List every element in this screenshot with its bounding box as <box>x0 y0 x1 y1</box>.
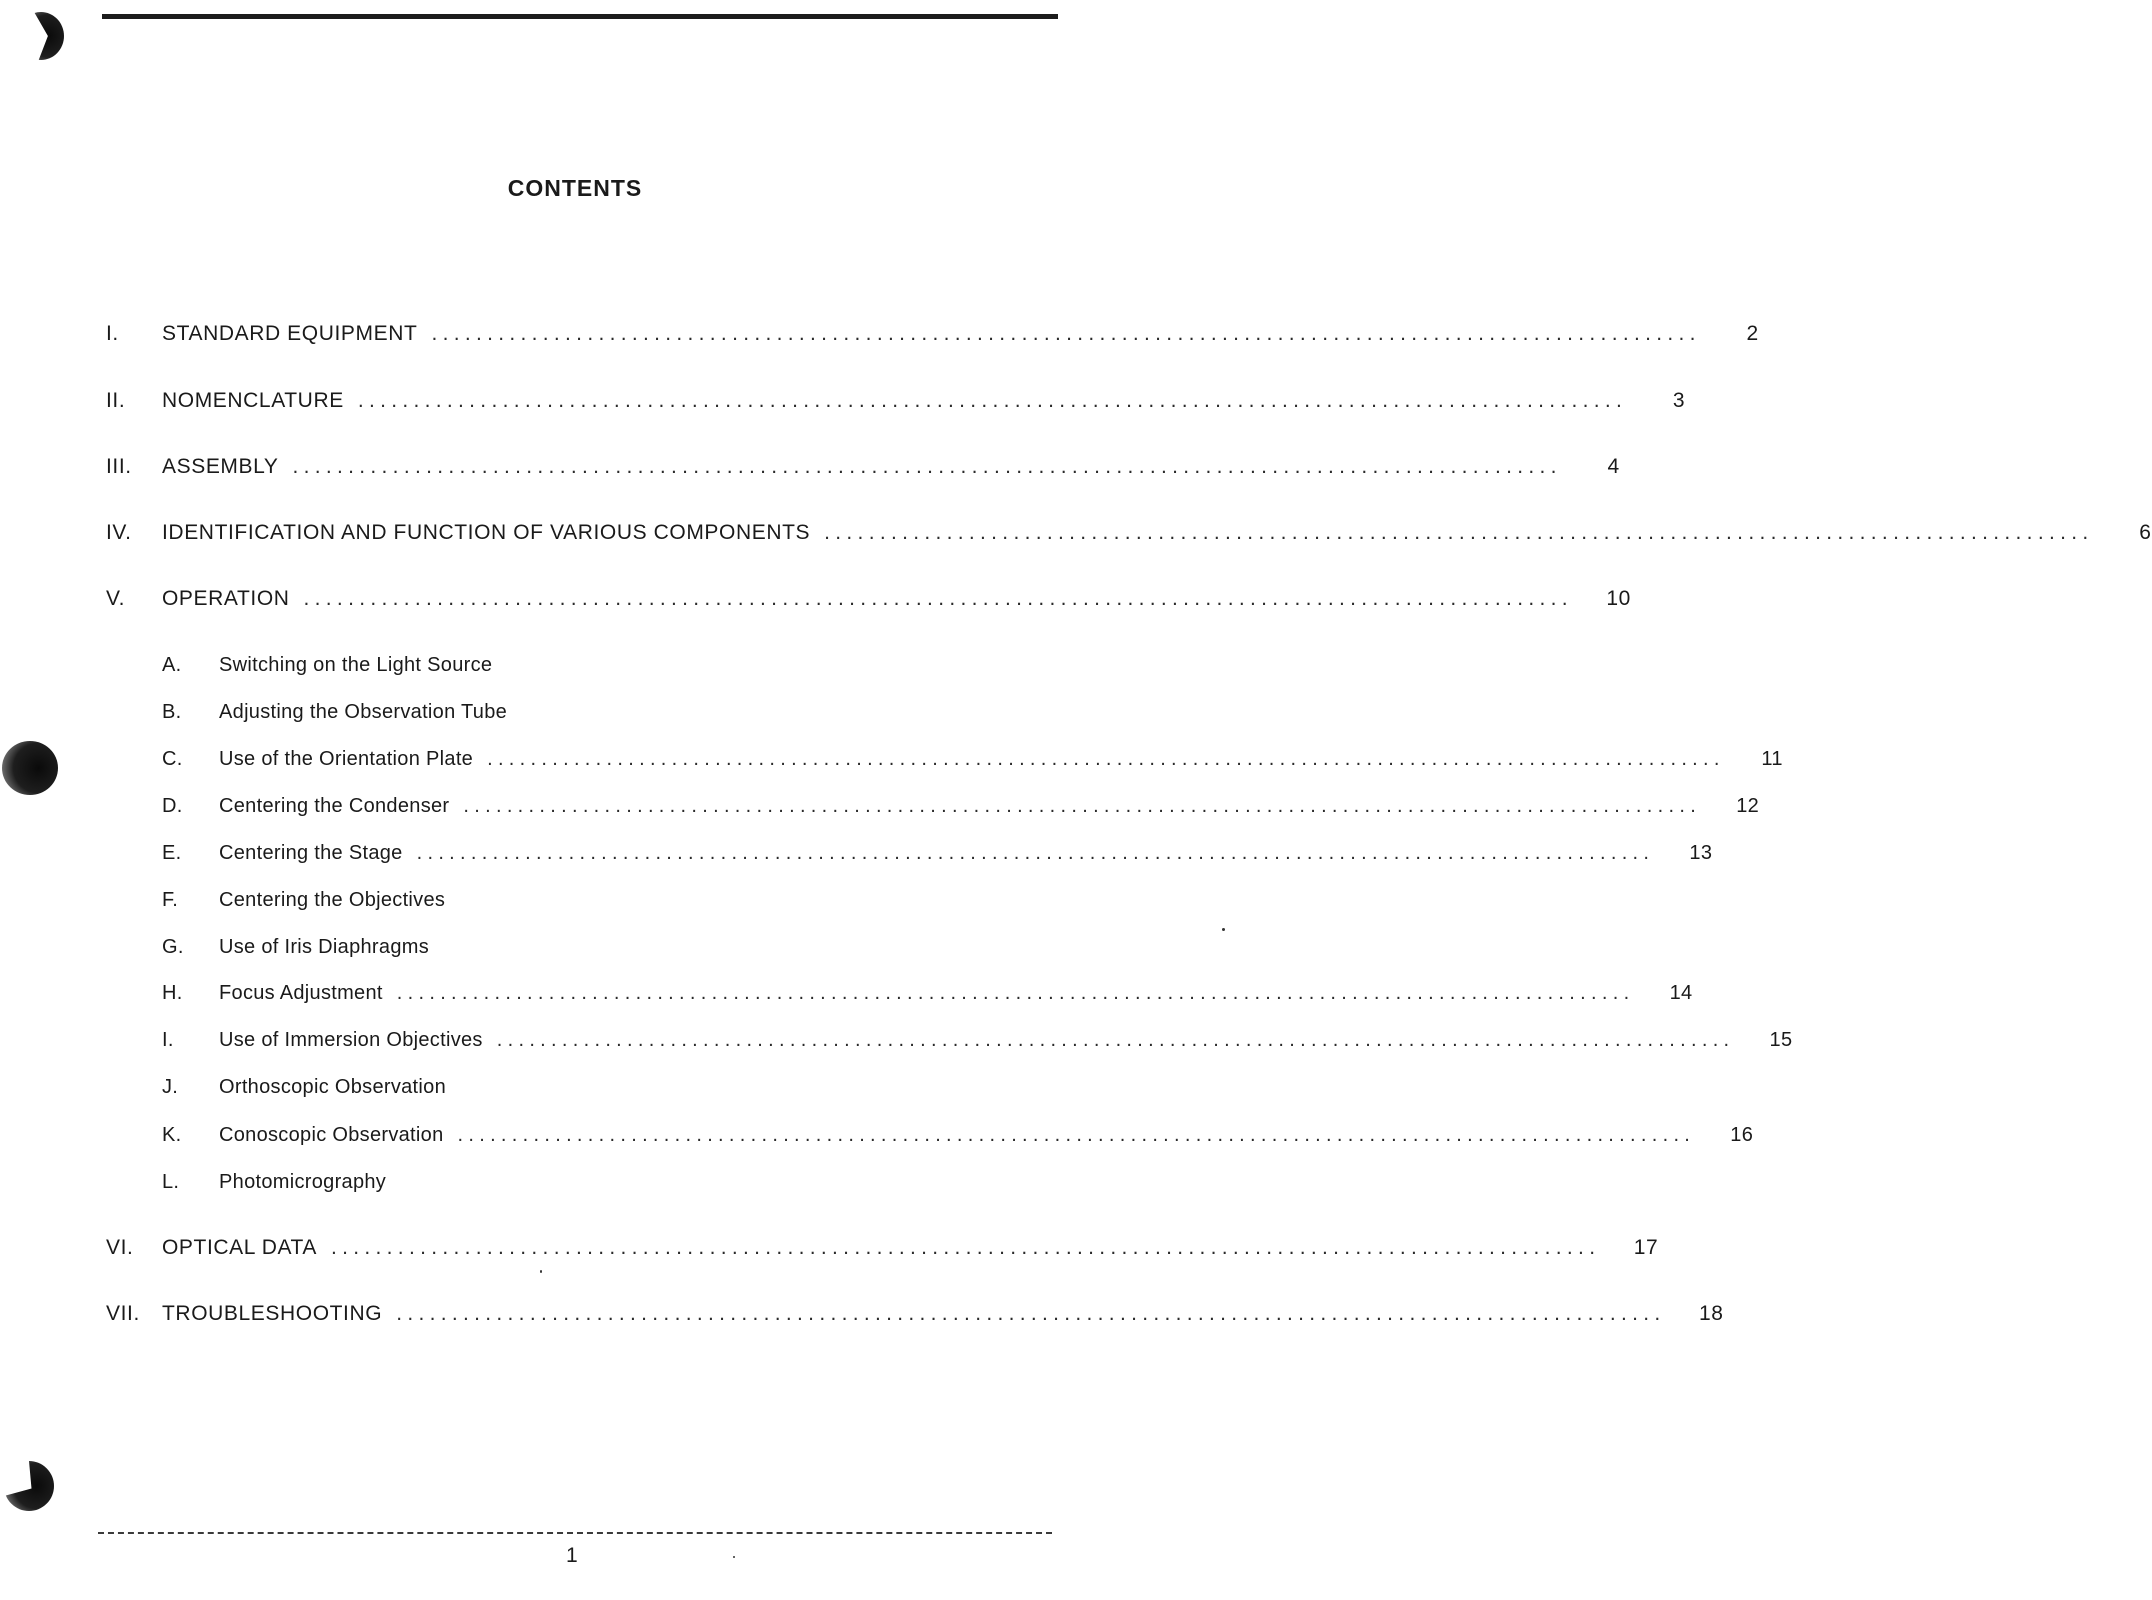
toc-entry-label: Centering the Stage <box>219 842 403 864</box>
punch-hole-icon <box>18 12 64 60</box>
toc-entry-label: Adjusting the Observation Tube <box>219 701 508 723</box>
toc-entry-number: V. <box>106 587 126 610</box>
toc-entry-number: F. <box>162 889 179 911</box>
page-title: CONTENTS <box>507 175 643 201</box>
toc-entry-page: 17 <box>1633 1236 1659 1259</box>
toc-entry-number: I. <box>162 1029 174 1051</box>
toc-entry-label: Switching on the Light Source <box>219 654 493 676</box>
toc-entry-number: B. <box>162 701 182 723</box>
toc-entry-label: OPERATION <box>162 587 290 610</box>
scan-speck <box>733 1556 735 1558</box>
toc-subentry-photomicrography[interactable] <box>162 1171 1015 1194</box>
toc-entry-identification[interactable] <box>106 521 2152 545</box>
toc-entry-number: III. <box>106 455 132 478</box>
toc-entry-label: TROUBLESHOOTING <box>162 1302 383 1325</box>
toc-entry-label: ASSEMBLY <box>162 455 279 478</box>
toc-entry-number: II. <box>106 389 126 412</box>
toc-subentry-conoscopic[interactable] <box>162 1124 1754 1147</box>
toc-entry-page: 16 <box>1730 1124 1754 1146</box>
dot-leader: .................................................................................................................. <box>357 389 1628 412</box>
toc-entry-number: VI. <box>106 1236 134 1259</box>
dot-leader: .................................................................................................................. <box>431 322 1701 345</box>
scan-speck <box>1222 928 1225 931</box>
toc-entry-label: Photomicrography <box>219 1171 387 1193</box>
dot-leader: .................................................................................................................. <box>457 1124 1696 1146</box>
toc-subentry-focus-adjustment[interactable] <box>162 982 1693 1005</box>
dot-leader: .................................................................................................................. <box>487 748 1725 770</box>
toc-subentry-stage[interactable] <box>162 842 1713 865</box>
toc-entry-assembly[interactable] <box>106 455 1620 479</box>
toc-entry-label: Centering the Objectives <box>219 889 446 911</box>
toc-subentry-observation-tube[interactable] <box>162 701 1015 724</box>
dot-leader: .................................................................................................................. <box>463 795 1702 817</box>
toc-entry-label: Focus Adjustment <box>219 982 383 1004</box>
dot-leader: .................................................................................................................. <box>416 842 1655 864</box>
toc-entry-label: IDENTIFICATION AND FUNCTION OF VARIOUS COMPONENTS <box>162 521 811 544</box>
toc-entry-troubleshooting[interactable] <box>106 1302 1724 1326</box>
page-number: 1 <box>566 1544 578 1567</box>
punch-hole-icon <box>4 1461 54 1511</box>
toc-entry-label: Conoscopic Observation <box>219 1124 444 1146</box>
toc-entry-page: 3 <box>1672 389 1686 412</box>
toc-entry-number: D. <box>162 795 183 817</box>
toc-subentry-immersion-objectives[interactable] <box>162 1029 1793 1052</box>
toc-entry-page: 6 <box>2139 521 2152 544</box>
toc-entry-page: 10 <box>1606 587 1631 610</box>
toc-entry-page: 15 <box>1769 1029 1793 1051</box>
toc-entry-operation[interactable] <box>106 587 1631 611</box>
toc-subentry-orientation-plate[interactable] <box>162 748 1783 771</box>
scan-speck <box>540 1270 542 1273</box>
toc-entry-page: 4 <box>1607 455 1620 478</box>
toc-entry-standard-equipment[interactable] <box>106 322 1759 346</box>
toc-entry-label: NOMENCLATURE <box>162 389 344 412</box>
toc-entry-page: 14 <box>1669 982 1693 1004</box>
top-rule <box>102 14 1058 19</box>
toc-entry-optical-data[interactable] <box>106 1236 1659 1260</box>
toc-subentry-orthoscopic[interactable] <box>162 1076 1015 1099</box>
toc-entry-number: E. <box>162 842 182 864</box>
toc-entry-number: IV. <box>106 521 132 544</box>
dot-leader: .................................................................................................................. <box>331 1236 1601 1259</box>
toc-subentry-light-source[interactable] <box>162 654 1015 677</box>
toc-entry-page: 18 <box>1698 1302 1724 1325</box>
toc-entry-label: Orthoscopic Observation <box>219 1076 446 1098</box>
toc-entry-number: C. <box>162 748 183 770</box>
toc-entry-page: 12 <box>1736 795 1760 817</box>
toc-entry-page: 2 <box>1746 322 1759 345</box>
toc-entry-label: Centering the Condenser <box>219 795 450 817</box>
toc-entry-label: Use of Immersion Objectives <box>219 1029 483 1051</box>
toc-entry-label: OPTICAL DATA <box>162 1236 317 1259</box>
toc-subentry-condenser[interactable] <box>162 795 1760 818</box>
toc-subentry-objectives[interactable] <box>162 889 1015 912</box>
toc-entry-number: J. <box>162 1076 179 1098</box>
toc-entry-label: STANDARD EQUIPMENT <box>162 322 418 345</box>
bottom-rule <box>98 1532 1052 1534</box>
dot-leader: .................................................................................................................. <box>303 587 1573 610</box>
toc-entry-nomenclature[interactable] <box>106 389 1686 413</box>
toc-entry-page: 11 <box>1761 748 1783 770</box>
toc-entry-number: K. <box>162 1124 182 1146</box>
toc-entry-label: Use of the Orientation Plate <box>219 748 474 770</box>
punch-hole-icon <box>2 741 58 795</box>
dot-leader: .................................................................................................................. <box>396 1302 1666 1325</box>
toc-subentry-iris-diaphragms[interactable] <box>162 936 1015 959</box>
toc-entry-number: H. <box>162 982 183 1004</box>
toc-entry-number: A. <box>162 654 182 676</box>
dot-leader: .................................................................................................................. <box>824 521 2094 544</box>
dot-leader: .................................................................................................................. <box>396 982 1635 1004</box>
dot-leader: .................................................................................................................. <box>292 455 1562 478</box>
toc-entry-number: I. <box>106 322 119 345</box>
toc-entry-number: L. <box>162 1171 180 1193</box>
toc-entry-number: VII. <box>106 1302 140 1325</box>
toc-entry-number: G. <box>162 936 184 958</box>
toc-entry-label: Use of Iris Diaphragms <box>219 936 429 958</box>
dot-leader: .................................................................................................................. <box>496 1029 1735 1051</box>
toc-entry-page: 13 <box>1689 842 1713 864</box>
